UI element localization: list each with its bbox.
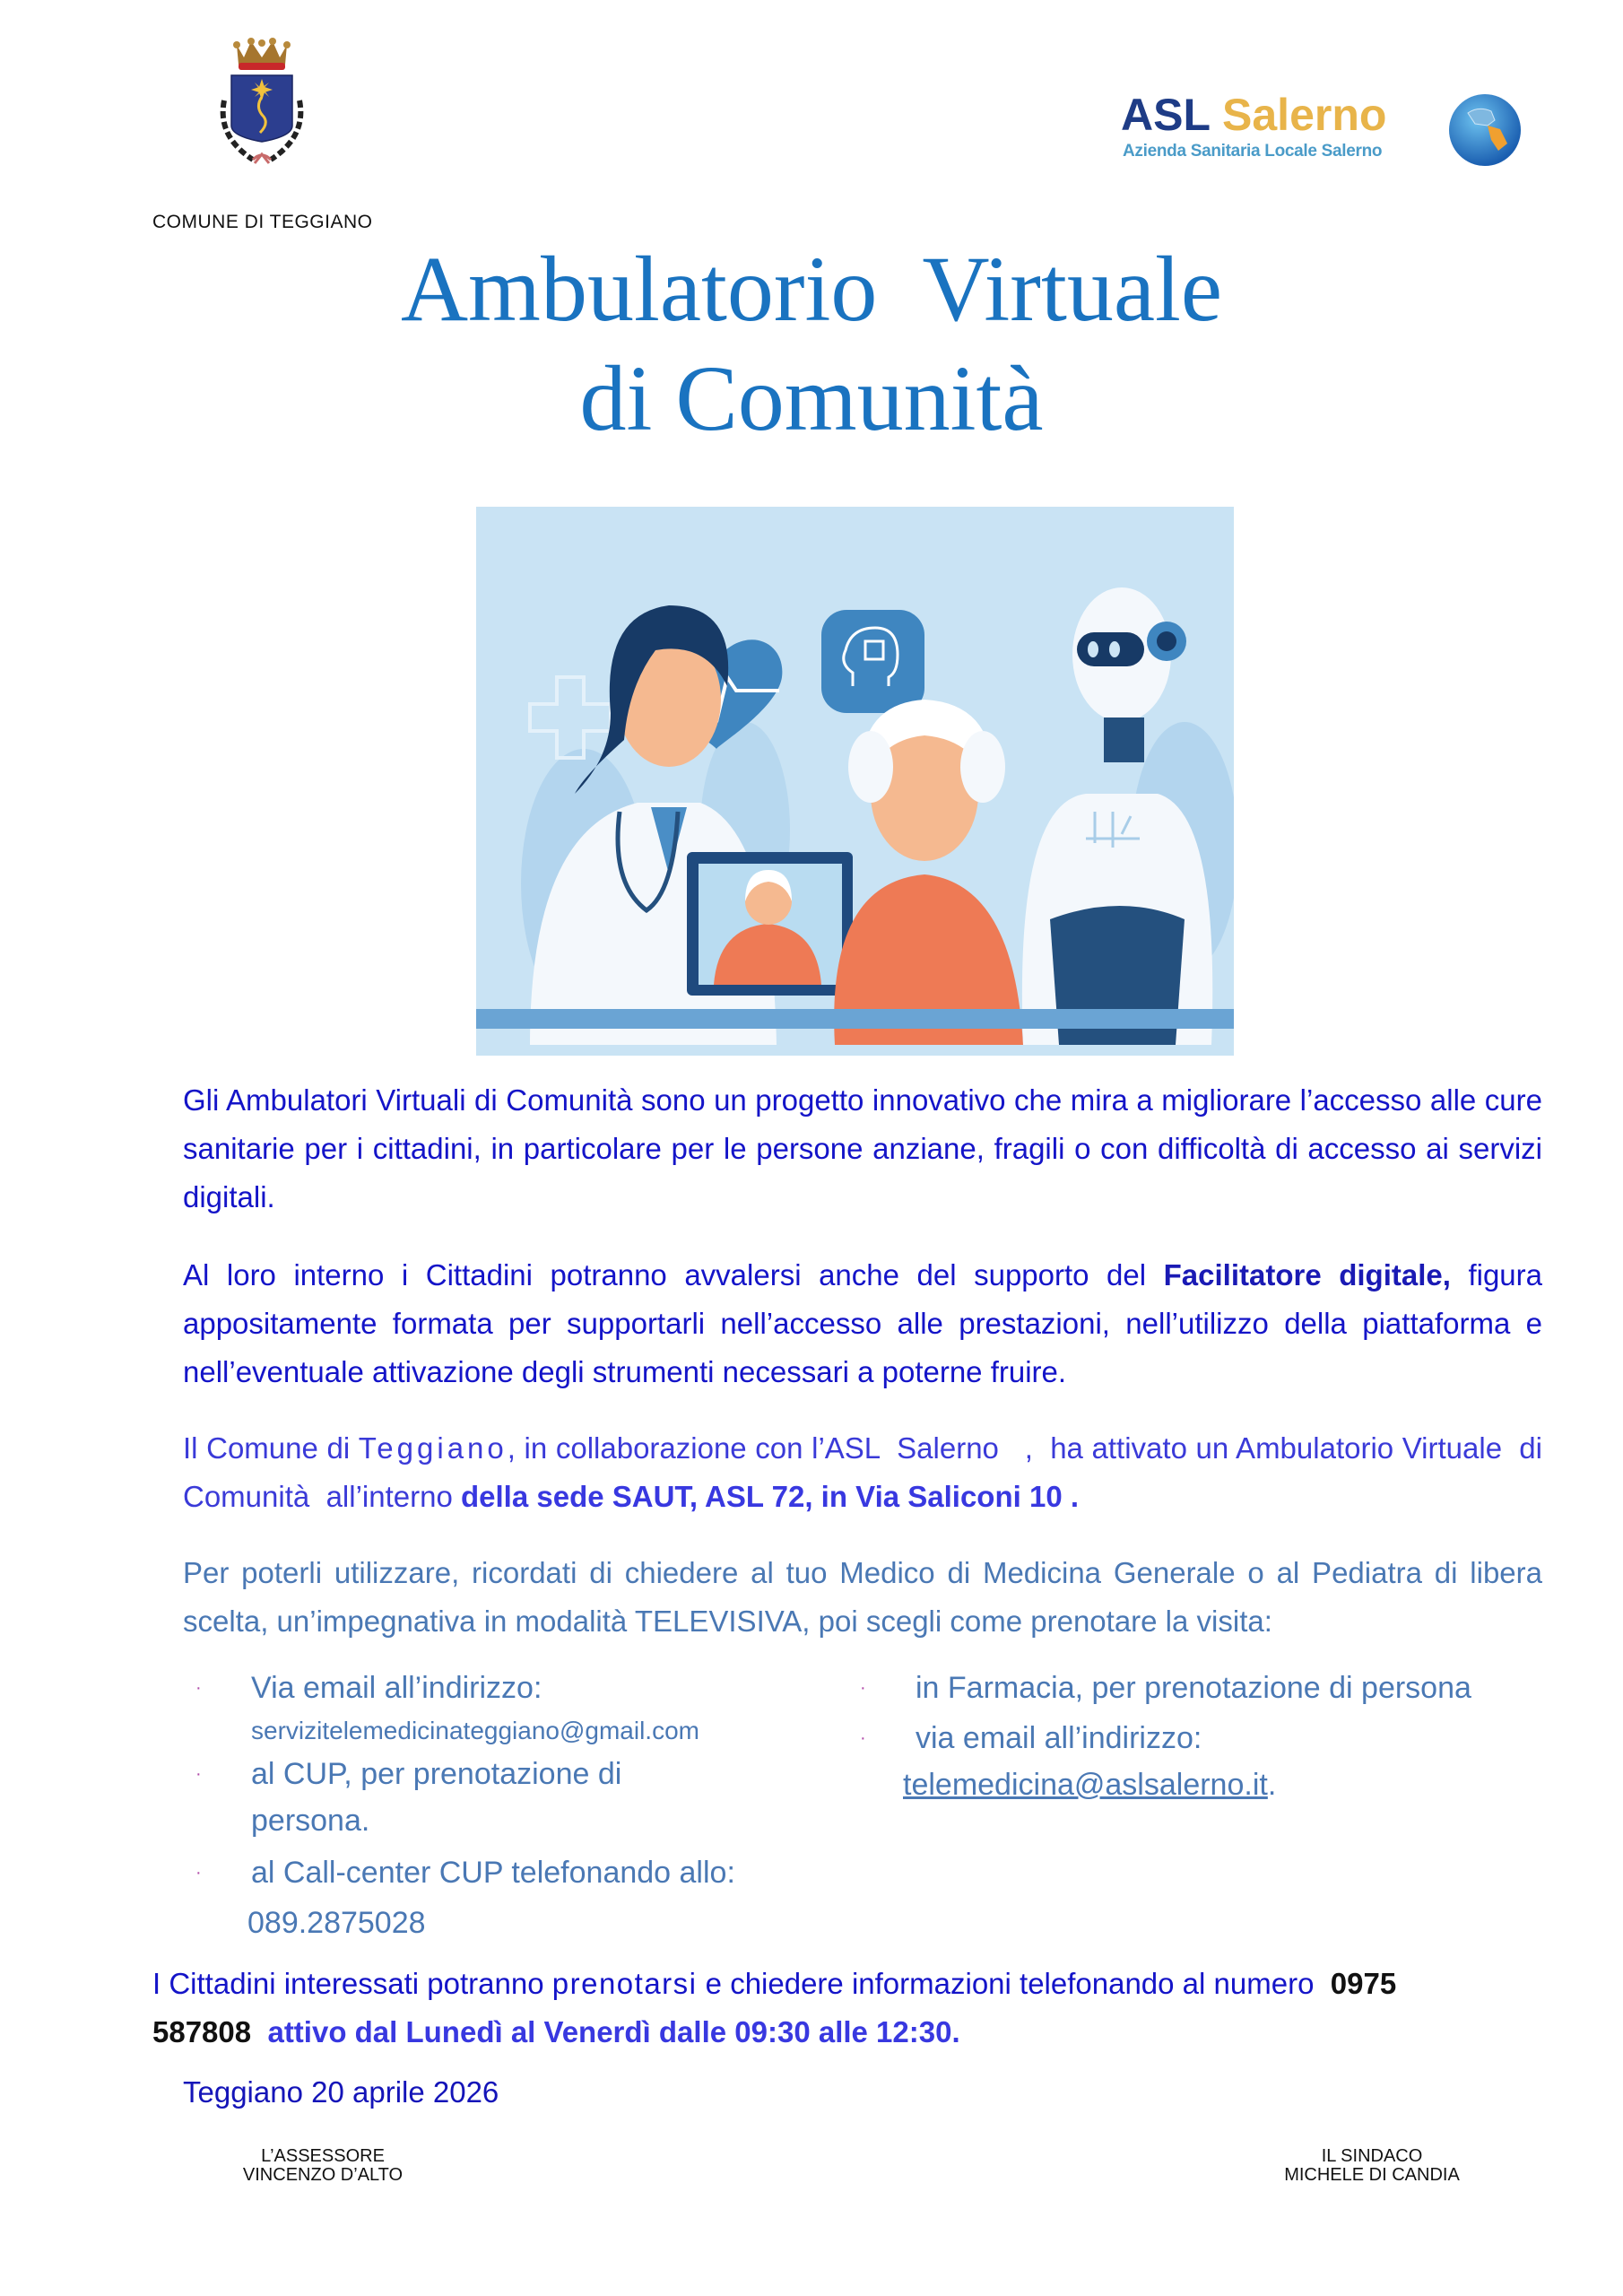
booking-option-asl-email (847, 1715, 1529, 1761)
email-trailing-period: . (1267, 1768, 1277, 1802)
contact-text-middle: e chiedere informazioni telefonando al numero (697, 1967, 1331, 2000)
coat-of-arms-icon (199, 38, 325, 181)
contact-phone-number[interactable]: 0975 587808 (152, 1967, 1397, 2048)
signature-role: L’ASSESSORE (261, 2146, 385, 2166)
booking-option-label: via email all’indirizzo: (916, 1721, 1202, 1755)
booking-option-cup (183, 1751, 829, 1844)
asl-logo-subtitle: Azienda Sanitaria Locale Salerno (1123, 142, 1383, 161)
bullet-icon: · (195, 1764, 202, 1784)
contact-text-prefix: I Cittadini interessati potranno (152, 1967, 552, 2000)
asl-email-link[interactable]: telemedicina@aslsalerno.it (903, 1768, 1268, 1802)
asl-logo-title (1121, 90, 1386, 140)
document-date: Teggiano 20 aprile 2026 (183, 2075, 499, 2109)
signature-assessore (215, 2147, 430, 2185)
campania-globe-icon (1448, 93, 1522, 167)
contact-hours: attivo dal Lunedì al Venerdì dalle 09:30 alle 12:30. (267, 2015, 960, 2048)
booking-option-label: Via email all’indirizzo: (251, 1671, 542, 1705)
booking-option-label: al Call-center CUP telefonando allo: (251, 1856, 735, 1890)
contact-text-spaced: prenotarsi (551, 1967, 698, 2000)
booking-options-right (847, 1665, 1529, 1808)
asl-logo-title-part2: Salerno (1222, 90, 1387, 140)
bullet-icon: · (860, 1728, 866, 1748)
instructions-paragraph: Per poterli utilizzare, ricordati di chiedere al tuo Medico di Medicina Generale o al Pediatra di libera scelta, un’impegnativa in modalità TELEVISIVA, poi scegli come prenotare la visita: (183, 1556, 1542, 1638)
booking-option-pharmacy (847, 1665, 1529, 1711)
email-address[interactable]: servizitelemedicinateggiano@gmail.com (251, 1717, 699, 1744)
location-text-middle: , in collaborazione con l’ASL Salerno , ha attivato un Ambulatorio Virtuale di Comunità all’interno (183, 1431, 1559, 1513)
intro-paragraph: Gli Ambulatori Virtuali di Comunità sono un progetto innovativo che mira a migliorare l’accesso alle cure sanitarie per i cittadini, in particolare per le persone anziane, fragili o con difficoltà di accesso ai servizi digitali. (183, 1083, 1542, 1213)
facilitator-text-suffix: figura appositamente formata per supportarli nell’accesso alle prestazioni, nell’utilizzo della piattaforma e nell’eventuale attivazione degli strumenti necessari a poterne fruire. (183, 1258, 1542, 1388)
contact-paragraph (152, 1960, 1542, 2057)
asl-email-line (847, 1761, 1529, 1808)
location-paragraph (183, 1424, 1559, 1521)
booking-option-email (183, 1665, 829, 1751)
signature-sindaco (1255, 2147, 1488, 2185)
booking-option-label: al CUP, per prenotazione di persona. (251, 1757, 622, 1838)
facilitator-paragraph (183, 1251, 1542, 1396)
bullet-icon: · (195, 1863, 202, 1883)
booking-option-label: in Farmacia, per prenotazione di persona (916, 1671, 1471, 1705)
facilitator-highlight: Facilitatore digitale, (1163, 1258, 1451, 1292)
booking-options-left (183, 1665, 829, 1946)
booking-option-call-center (183, 1849, 829, 1896)
doctor-patient-robot-icon (476, 507, 1234, 1056)
location-address: della sede SAUT, ASL 72, in Via Saliconi 10 . (461, 1480, 1080, 1513)
municipality-crest (199, 38, 325, 181)
municipality-name: Teggiano (358, 1431, 508, 1465)
facilitator-text-prefix: Al loro interno i Cittadini potranno avvalersi anche del supporto del (183, 1258, 1164, 1292)
asl-salerno-logo (1121, 90, 1529, 175)
page-title (0, 235, 1623, 454)
call-center-phone[interactable]: 089.2875028 (247, 1906, 426, 1940)
location-text-prefix: Il Comune di (183, 1431, 359, 1465)
bullet-icon: · (195, 1678, 202, 1698)
telemedicine-illustration (476, 507, 1234, 1056)
page-title-line1: Ambulatorio Virtuale (400, 238, 1223, 341)
signature-role: IL SINDACO (1321, 2146, 1423, 2166)
signature-name: VINCENZO D’ALTO (242, 2165, 404, 2185)
bullet-icon: · (860, 1678, 866, 1698)
asl-logo-title-part1: ASL (1121, 90, 1211, 140)
signature-name: MICHELE DI CANDIA (1284, 2165, 1460, 2185)
municipality-label: COMUNE DI TEGGIANO (152, 212, 373, 232)
page-title-line2: di Comunità (579, 347, 1044, 450)
